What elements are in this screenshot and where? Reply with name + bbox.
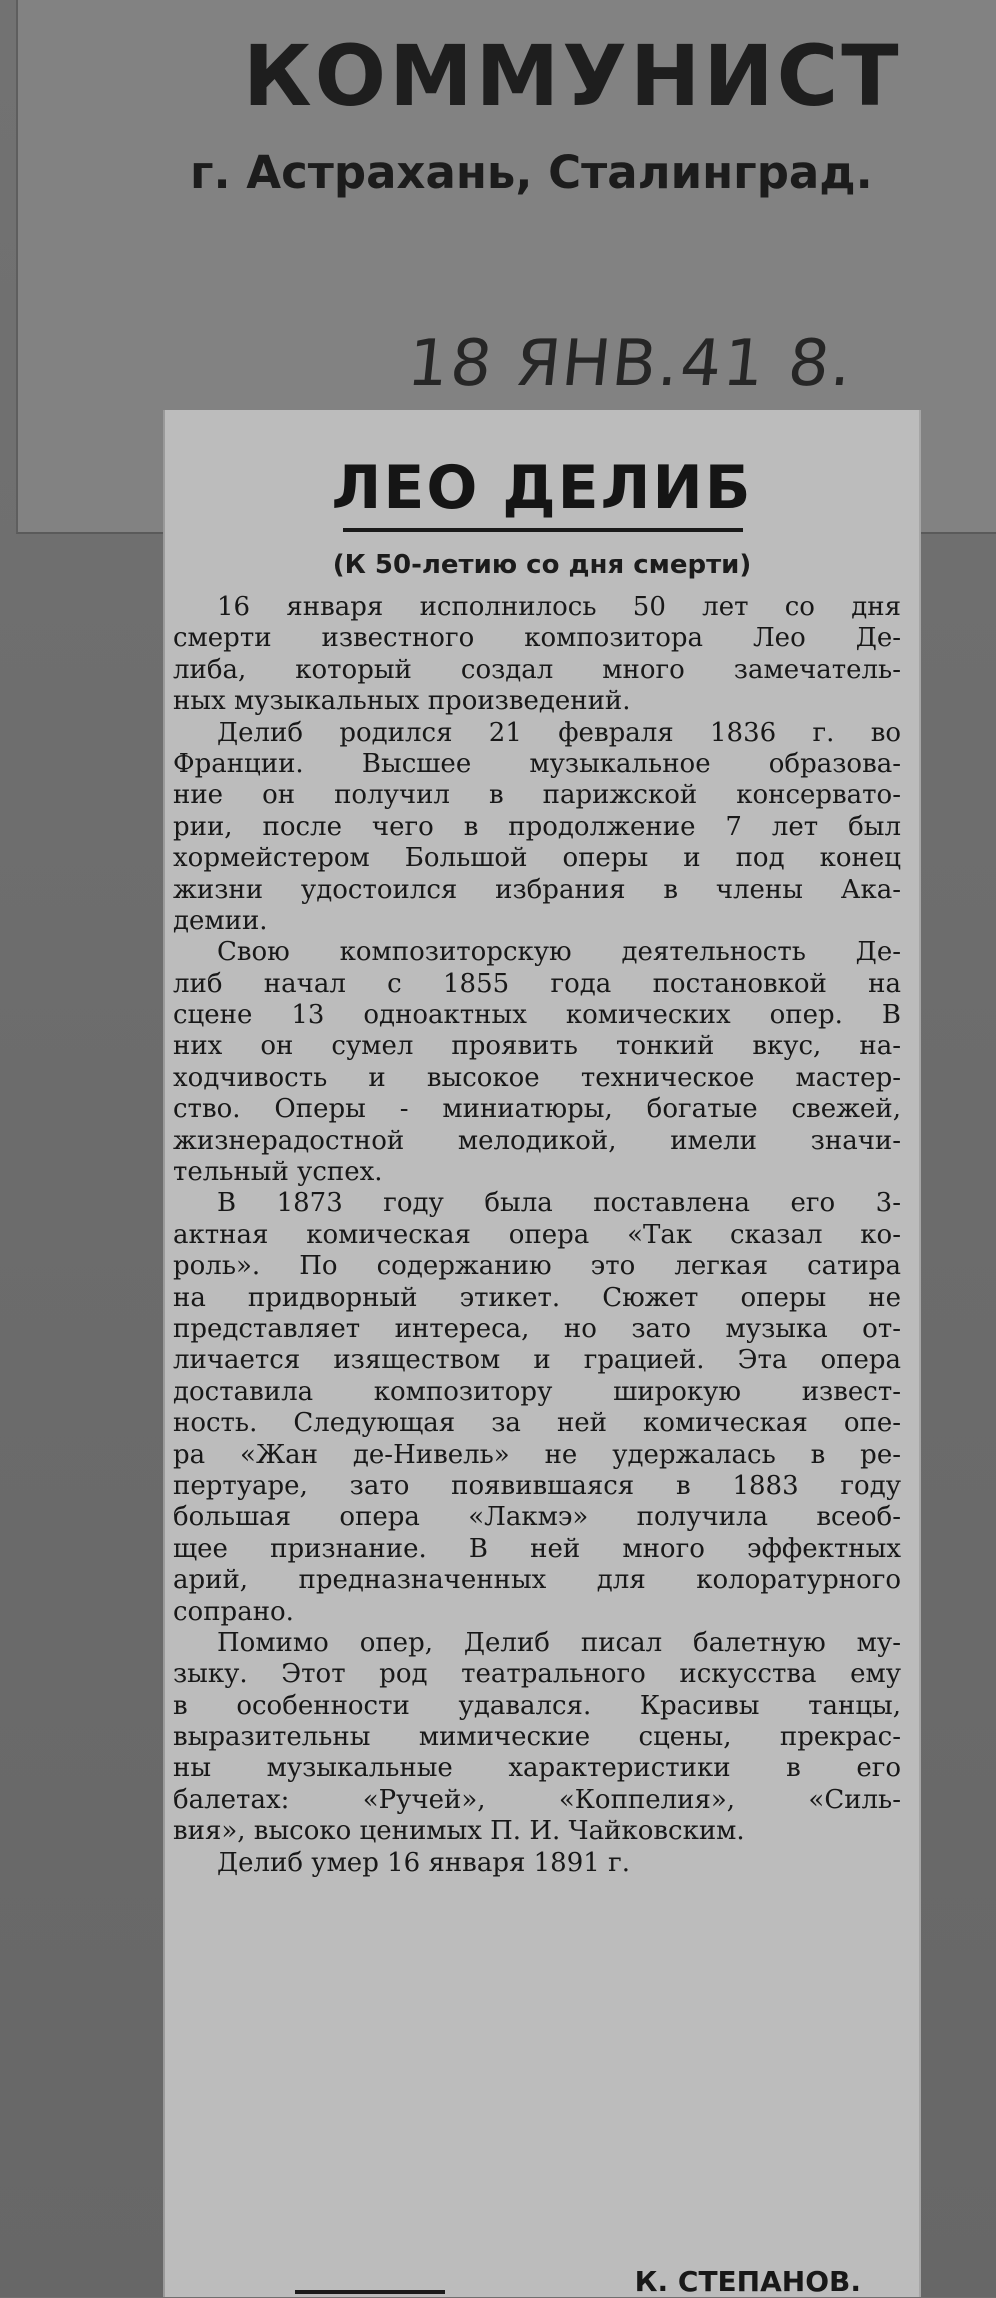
article-line: 16 января исполнилось 50 лет со дня <box>217 592 901 622</box>
article-line: Делиб родился 21 февраля 1836 г. во <box>217 717 901 748</box>
title-underline <box>343 528 743 532</box>
article-line: либа, который создал много замечатель- <box>173 654 901 685</box>
article-line: Помимо опер, Делиб писал балетную му- <box>217 1627 901 1658</box>
article-line: них он сумел проявить тонкий вкус, на- <box>173 1031 901 1062</box>
article-line: Франции. Высшее музыкальное образова- <box>173 748 901 779</box>
article-clipping <box>163 410 921 2297</box>
article-body <box>173 592 901 1879</box>
article-line: в особенности удавался. Красивы танцы, <box>173 1690 901 1721</box>
article-line: ны музыкальные характеристики в его <box>173 1753 901 1784</box>
article-author: К. СТЕПАНОВ. <box>634 2265 861 2298</box>
article-line: большая опера «Лакмэ» получила всеоб- <box>173 1502 901 1533</box>
article-line: роль». По содержанию это легкая сатира <box>173 1251 901 1282</box>
article-title: ЛЕО ДЕЛИБ <box>331 453 753 523</box>
article-line: Свою композиторскую деятельность Де- <box>217 937 901 968</box>
article-line: на придворный этикет. Сюжет оперы не <box>173 1282 901 1313</box>
article-line: балетах: «Ручей», «Коппелия», «Силь- <box>173 1784 901 1815</box>
article-line: доставила композитору широкую извест- <box>173 1376 901 1407</box>
newspaper-name: КОММУНИСТ <box>243 27 902 125</box>
article-line: жизни удостоился избрания в члены Ака- <box>173 874 901 905</box>
article-line: ра «Жан де-Нивель» не удержалась в ре- <box>173 1439 901 1470</box>
article-line: тельный успех. <box>173 1157 383 1188</box>
article-line: ство. Оперы - миниатюры, богатые свежей, <box>173 1094 901 1125</box>
footer-rule <box>295 2290 445 2294</box>
article-line: смерти известного композитора Лео Де- <box>173 623 901 654</box>
newspaper-city: г. Астрахань, Сталинград. <box>190 146 873 199</box>
article-line: В 1873 году была поставлена его 3- <box>217 1188 901 1219</box>
article-line: представляет интереса, но зато музыка от- <box>173 1313 901 1344</box>
article-line: зыку. Этот род театрального искусства ему <box>173 1659 901 1690</box>
article-line: ность. Следующая за ней комическая опе- <box>173 1408 901 1439</box>
article-line: арий, предназначенных для колоратурного <box>173 1565 901 1596</box>
article-line: актная комическая опера «Так сказал ко- <box>173 1219 901 1250</box>
article-line: щее признание. В ней много эффектных <box>173 1533 901 1564</box>
article-line: хормейстером Большой оперы и под конец <box>173 843 901 874</box>
date-stamp: 18 ЯНВ.41 8. <box>404 327 858 401</box>
article-line: сопрано. <box>173 1596 294 1627</box>
article-line: выразительны мимические сцены, прекрас- <box>173 1722 901 1753</box>
article-line: вия», высоко ценимых П. И. Чайковским. <box>173 1816 745 1847</box>
article-line: рии, после чего в продолжение 7 лет был <box>173 811 901 842</box>
article-line: личается изяществом и грацией. Эта опера <box>173 1345 901 1376</box>
article-line: пертуаре, зато появившаяся в 1883 году <box>173 1470 901 1501</box>
article-line: Делиб умер 16 января 1891 г. <box>217 1847 630 1878</box>
article-line: демии. <box>173 905 268 936</box>
article-line: либ начал с 1855 года постановкой на <box>173 968 901 999</box>
article-line: ходчивость и высокое техническое мастер- <box>173 1062 901 1093</box>
article-line: ных музыкальных произведений. <box>173 686 631 717</box>
article-line: сцене 13 одноактных комических опер. В <box>173 1000 901 1031</box>
article-subtitle: (К 50-летию со дня смерти) <box>332 550 752 580</box>
article-line: жизнерадостной мелодикой, имели значи- <box>173 1125 901 1156</box>
article-line: ние он получил в парижской консервато- <box>173 780 901 811</box>
